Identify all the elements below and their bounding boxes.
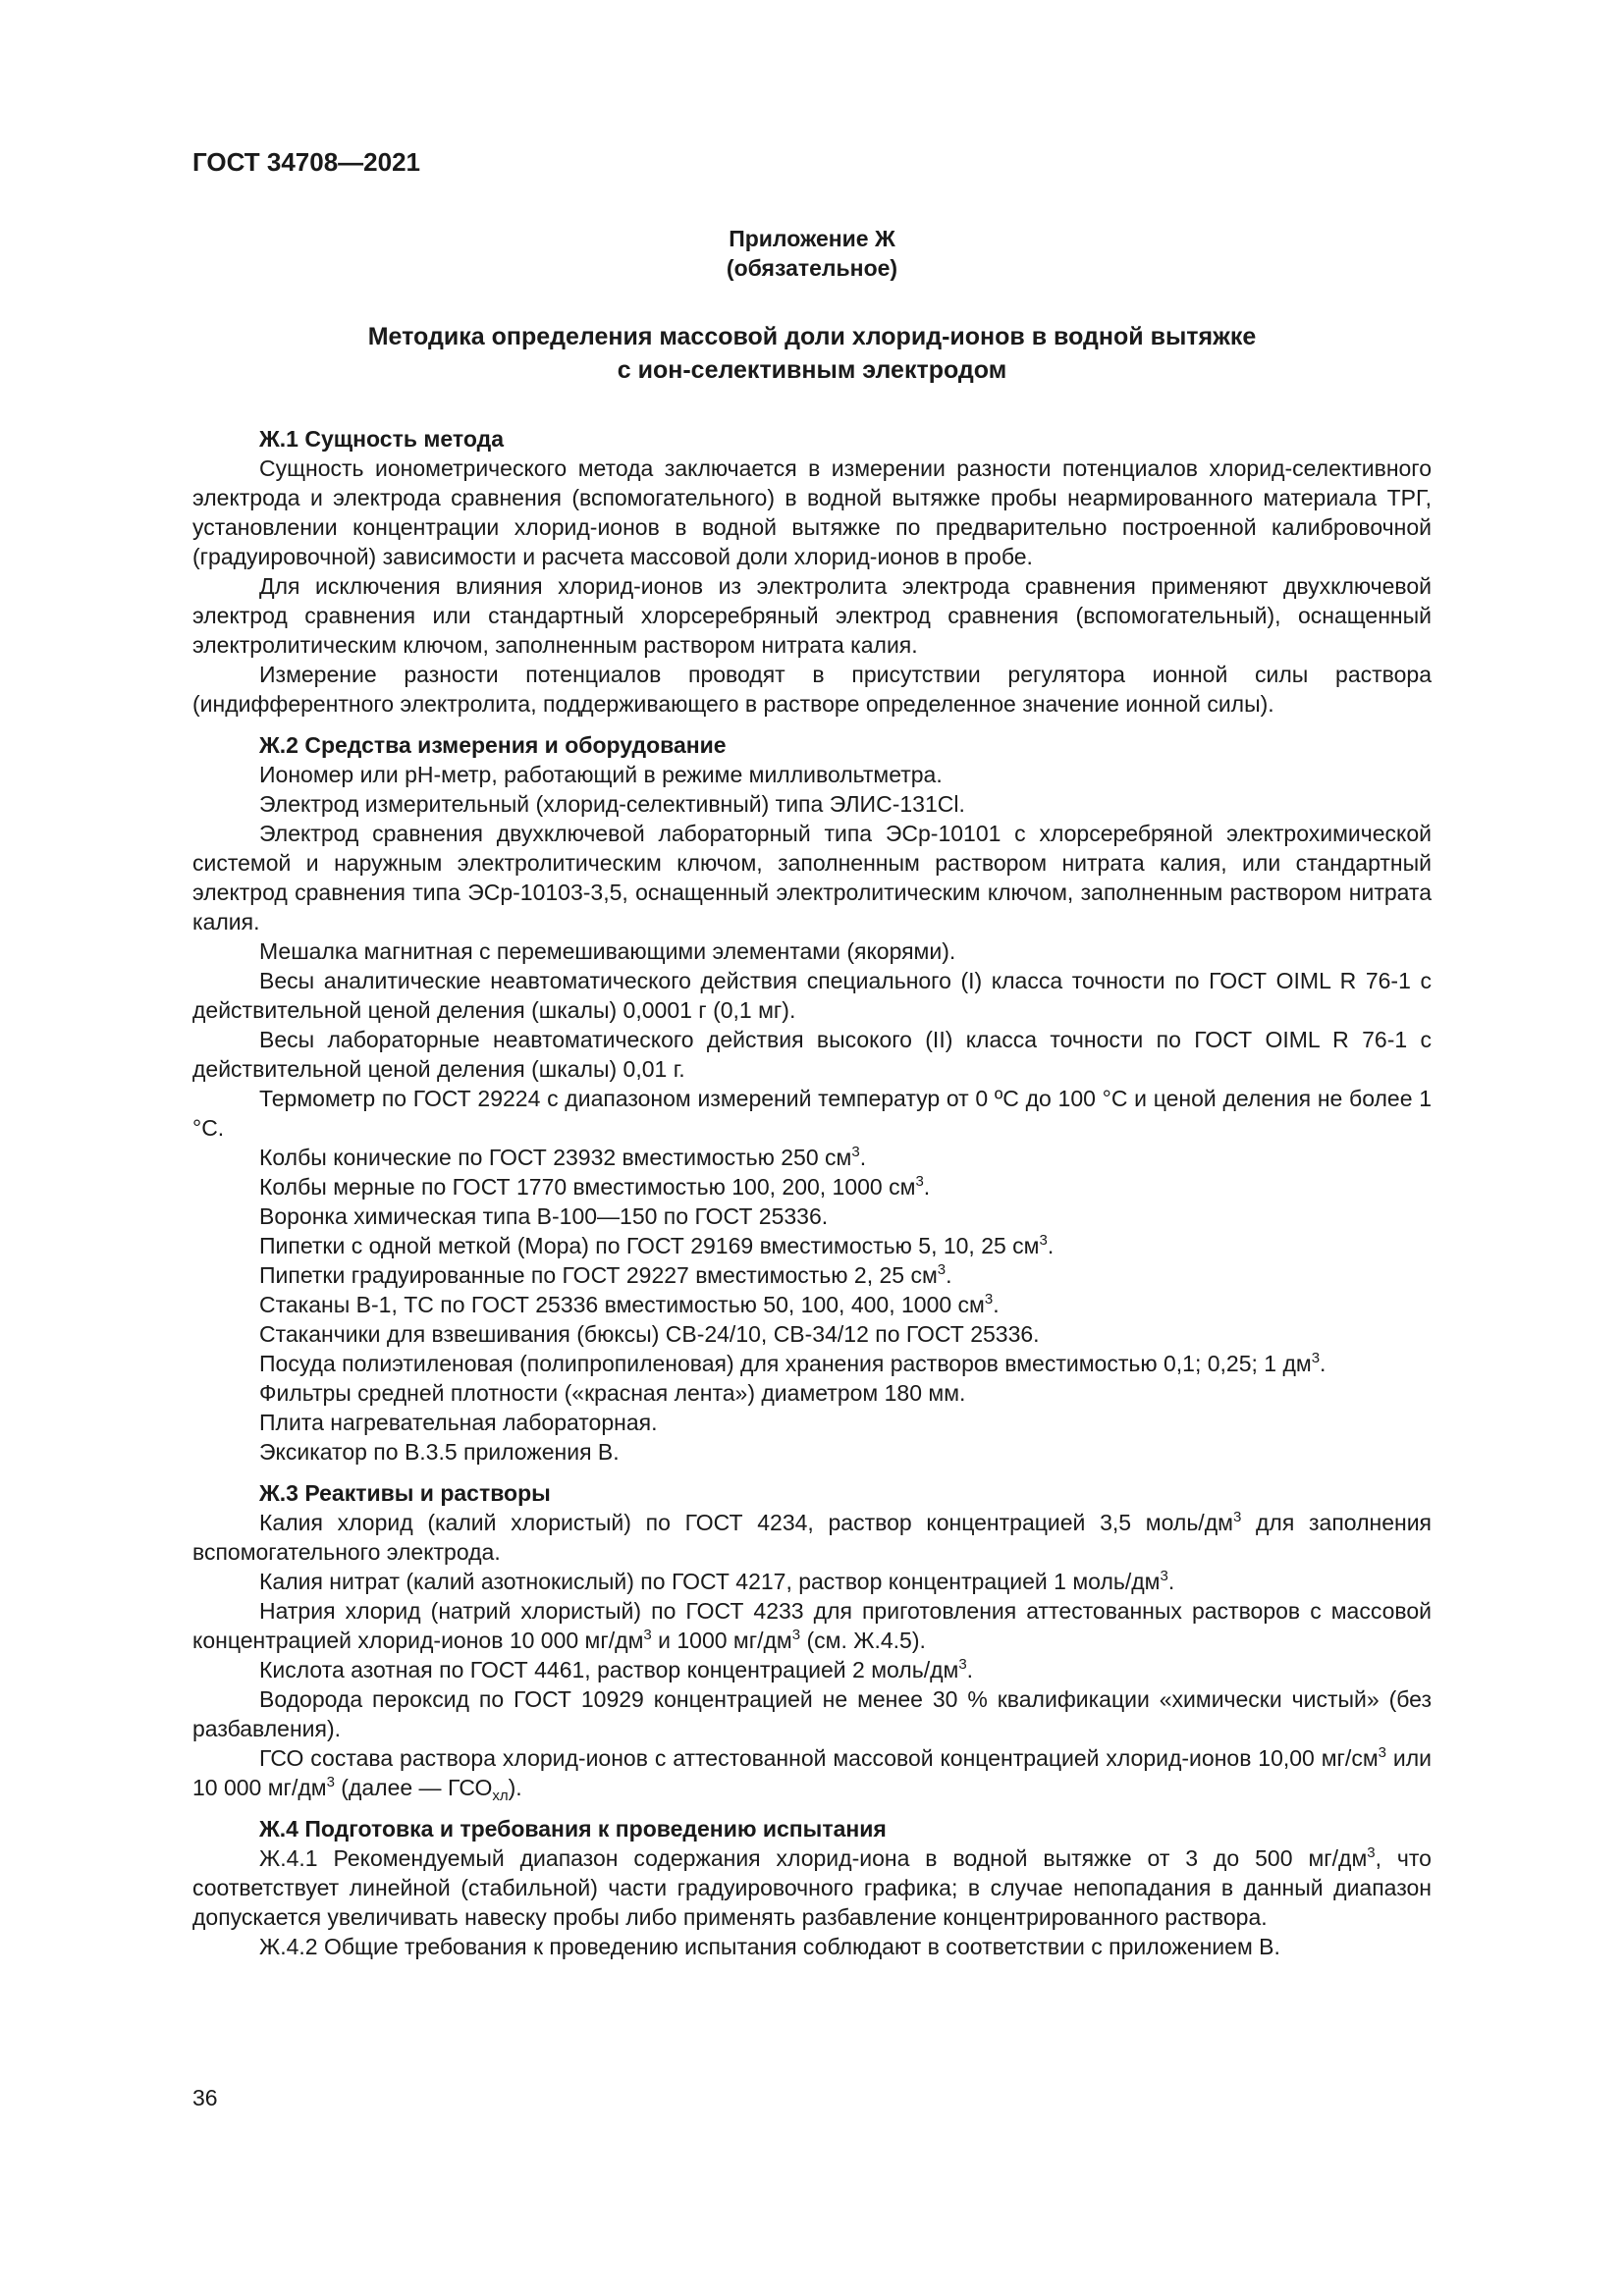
- list-item: [192, 1290, 1432, 1319]
- item-text: Натрия хлорид (натрий хлористый) по ГОСТ 4233 для приготовления аттестованных растворов с массовой концентрацией хлорид-ионов 10 000 мг/дм: [192, 1598, 1432, 1653]
- method-title: [192, 320, 1432, 387]
- paragraph: Ж.4.2 Общие требования к проведению испытания соблюдают в соответствии с приложением В.: [259, 1934, 1280, 1959]
- superscript: 3: [1311, 1350, 1321, 1366]
- item-text: Калия нитрат (калий азотнокислый) по ГОСТ 4217, раствор концентрацией 1 моль/дм: [259, 1569, 1161, 1594]
- period: .: [1320, 1351, 1326, 1376]
- item-text: ГСО состава раствора хлорид-ионов с аттестованной массовой концентрацией хлорид-ионов 10,00 мг/см: [259, 1745, 1379, 1771]
- list-item: [192, 1172, 1432, 1201]
- list-item: Эксикатор по В.3.5 приложения В.: [259, 1439, 620, 1465]
- list-item: [192, 1596, 1432, 1655]
- list-item: Плита нагревательная лабораторная.: [259, 1410, 658, 1435]
- item-text: для заполнения вспомогательного электрода.: [192, 1510, 1433, 1565]
- section-title-2: Ж.2 Средства измерения и оборудование: [259, 732, 727, 758]
- list-item: Фильтры средней плотности («красная лента») диаметром 180 мм.: [259, 1380, 966, 1406]
- annex-title: Приложение Ж: [729, 226, 895, 251]
- list-item: Водорода пероксид по ГОСТ 10929 концентрацией не менее 30 % квалификации «химически чистый» (без разбавления).: [192, 1686, 1432, 1741]
- document-body: [192, 224, 1432, 1961]
- period: .: [993, 1292, 1000, 1317]
- superscript: 3: [958, 1656, 967, 1673]
- item-text: Колбы мерные по ГОСТ 1770 вместимостью 100, 200, 1000 см: [259, 1174, 916, 1200]
- list-item: [192, 1143, 1432, 1172]
- item-text: Калия хлорид (калий хлористый) по ГОСТ 4234, раствор концентрацией 3,5 моль/дм: [259, 1510, 1233, 1535]
- paragraph: Сущность ионометрического метода заключается в измерении разности потенциалов хлорид-селективного электрода и электрода сравнения (вспомогательного) в водной вытяжке пробы неармированного материала ТРГ, установлении концентрации хлорид-ионов в водной вытяжке по предварительно построенной калибровочной (градуировочной) зависимости и расчета массовой доли хлорид-ионов в пробе.: [192, 455, 1432, 569]
- list-item: [192, 1508, 1432, 1567]
- page-number: 36: [192, 2085, 218, 2110]
- list-item: Электрод измерительный (хлорид-селективный) типа ЭЛИС-131Cl.: [259, 791, 965, 817]
- item-text: (см. Ж.4.5).: [800, 1628, 926, 1653]
- period: .: [859, 1145, 867, 1170]
- list-item: [192, 1231, 1432, 1260]
- superscript: 3: [326, 1774, 335, 1790]
- paragraph: Для исключения влияния хлорид-ионов из электролита электрода сравнения применяют двухключевой электрод сравнения или стандартный хлорсеребряный электрод сравнения (вспомогательный), оснащенный электролитическим ключом, заполненным раствором нитрата калия.: [192, 573, 1432, 658]
- item-text: Колбы конические по ГОСТ 23932 вместимостью 250 см: [259, 1145, 852, 1170]
- period: .: [923, 1174, 931, 1200]
- paragraph: [192, 1843, 1432, 1932]
- superscript: 3: [1160, 1568, 1168, 1584]
- item-text: Стаканы В-1, ТС по ГОСТ 25336 вместимостью 50, 100, 400, 1000 см: [259, 1292, 985, 1317]
- item-text: ).: [508, 1775, 522, 1800]
- item-text: , что соответствует линейной (стабильной) части градуировочного графика; в случае непопадания в данный диапазон допускается увеличивать навеску пробы либо применять разбавление концентрированного раствора.: [192, 1845, 1432, 1930]
- method-title-line-1: Методика определения массовой доли хлорид-ионов в водной вытяжке: [367, 323, 1257, 350]
- superscript: 3: [851, 1144, 860, 1160]
- superscript: 3: [791, 1627, 801, 1643]
- list-item: Мешалка магнитная с перемешивающими элементами (якорями).: [259, 938, 956, 964]
- list-item: [192, 1260, 1432, 1290]
- superscript: 3: [1367, 1844, 1376, 1861]
- document-header: ГОСТ 34708—2021: [192, 147, 420, 177]
- superscript: 3: [1039, 1232, 1048, 1249]
- item-text: Кислота азотная по ГОСТ 4461, раствор концентрацией 2 моль/дм: [259, 1657, 959, 1682]
- superscript: 3: [1232, 1509, 1242, 1525]
- list-item: Электрод сравнения двухключевой лабораторный типа ЭСр-10101 с хлорсеребряной электрохимической системой и наружным электролитическим ключом, заполненным раствором нитрата калия, или стандартный электрод сравнения типа ЭСр-10103-3,5, оснащенный электролитическим ключом, заполненным раствором нитрата калия.: [192, 821, 1432, 934]
- list-item: [192, 1743, 1432, 1802]
- list-item: Весы лабораторные неавтоматического действия высокого (II) класса точности по ГОСТ OIML R 76-1 с действительной ценой деления (шкалы) 0,01 г.: [192, 1027, 1432, 1082]
- method-title-line-2: с ион-селективным электродом: [617, 356, 1007, 384]
- superscript: 3: [1378, 1744, 1386, 1761]
- superscript: 3: [915, 1173, 924, 1190]
- list-item: [192, 1567, 1432, 1596]
- item-text: Пипетки градуированные по ГОСТ 29227 вместимостью 2, 25 см: [259, 1262, 938, 1288]
- item-text: или 10 000 мг/дм: [192, 1745, 1432, 1800]
- period: .: [946, 1262, 952, 1288]
- list-item: Весы аналитические неавтоматического действия специального (I) класса точности по ГОСТ OIML R 76-1 с действительной ценой деления (шкалы) 0,0001 г (0,1 мг).: [192, 968, 1432, 1023]
- period: .: [1047, 1233, 1055, 1258]
- item-text: Пипетки с одной меткой (Мора) по ГОСТ 29169 вместимостью 5, 10, 25 см: [259, 1233, 1040, 1258]
- list-item: Иономер или pH-метр, работающий в режиме милливольтметра.: [259, 762, 943, 787]
- paragraph: Измерение разности потенциалов проводят в присутствии регулятора ионной силы раствора (индифферентного электролита, поддерживающего в растворе определенное значение ионной силы).: [192, 662, 1432, 717]
- list-item: Стаканчики для взвешивания (бюксы) СВ-24/10, СВ-34/12 по ГОСТ 25336.: [259, 1321, 1040, 1347]
- item-text: и 1000 мг/дм: [651, 1628, 792, 1653]
- item-text: Ж.4.1 Рекомендуемый диапазон содержания хлорид-иона в водной вытяжке от 3 до 500 мг/дм: [259, 1845, 1368, 1871]
- item-text: Посуда полиэтиленовая (полипропиленовая) для хранения растворов вместимостью 0,1; 0,25; 1 дм: [259, 1351, 1312, 1376]
- period: .: [966, 1657, 974, 1682]
- annex-status: (обязательное): [726, 255, 898, 281]
- list-item: [192, 1349, 1432, 1378]
- subscript: хл: [492, 1788, 509, 1804]
- list-item: Воронка химическая типа В-100—150 по ГОСТ 25336.: [259, 1203, 829, 1229]
- period: .: [1167, 1569, 1175, 1594]
- item-text: (далее — ГСО: [334, 1775, 493, 1800]
- section-title-3: Ж.3 Реактивы и растворы: [259, 1480, 551, 1506]
- list-item: Термометр по ГОСТ 29224 с диапазоном измерений температур от 0 ºС до 100 °С и ценой деления не более 1 °С.: [192, 1086, 1432, 1141]
- section-title-1: Ж.1 Сущность метода: [259, 426, 504, 452]
- superscript: 3: [643, 1627, 652, 1643]
- superscript: 3: [937, 1261, 947, 1278]
- superscript: 3: [984, 1291, 994, 1308]
- list-item: [192, 1655, 1432, 1684]
- section-title-4: Ж.4 Подготовка и требования к проведению испытания: [259, 1816, 887, 1842]
